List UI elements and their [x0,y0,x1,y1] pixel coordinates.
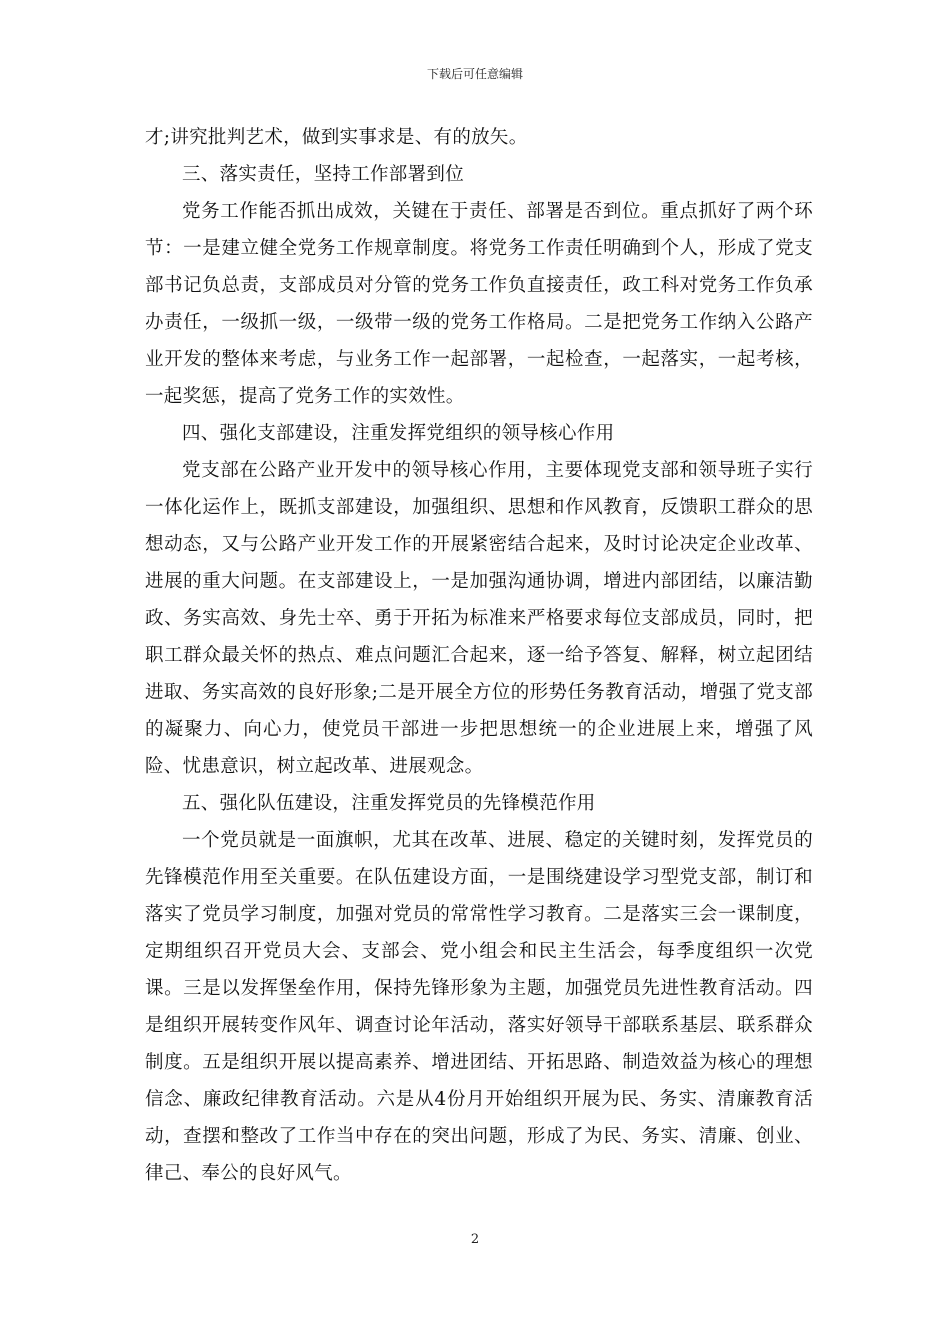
document-body [145,119,813,1192]
paragraph-section-4: 党支部在公路产业开发中的领导核心作用，主要体现党支部和领导班子实行一体化运作上，既抓支部建设，加强组织、思想和作风教育，反馈职工群众的思想动态，又与公路产业开发工作的开展紧密结合起来，及时讨论决定企业改革、进展的重大问题。在支部建设上，一是加强沟通协调，增进内部团结，以廉洁勤政、务实高效、身先士卒、勇于开拓为标准来严格要求每位支部成员，同时，把职工群众最关怀的热点、难点问题汇合起来，逐一给予答复、解释，树立起团结进取、务实高效的良好形象;二是开展全方位的形势任务教育活动，增强了党支部的凝聚力、向心力，使党员干部进一步把思想统一的企业进展上来，增强了风险、忧患意识，树立起改革、进展观念。 [145,460,813,777]
section-heading-5: 五、强化队伍建设，注重发挥党员的先锋模范作用 [182,793,596,814]
paragraph-section-5: 一个党员就是一面旗帜，尤其在改革、进展、稳定的关键时刻，发挥党员的先锋模范作用至关重要。在队伍建设方面，一是围绕建设学习型党支部，制订和落实了党员学习制度，加强对党员的常常性学习教育。二是落实三会一课制度，定期组织召开党员大会、支部会、党小组会和民主生活会，每季度组织一次党课。三是以发挥堡垒作用，保持先锋形象为主题，加强党员先进性教育活动。四是组织开展转变作风年、调查讨论年活动，落实好领导干部联系基层、联系群众制度。五是组织开展以提高素养、增进团结、开拓思路、制造效益为核心的理想信念、廉政纪律教育活动。六是从4份月开始组织开展为民、务实、清廉教育活动，查摆和整改了工作当中存在的突出问题，形成了为民、务实、清廉、创业、律己、奉公的良好风气。 [145,830,813,1184]
page-number: 2 [470,1232,480,1247]
section-heading-4: 四、强化支部建设，注重发挥党组织的领导核心作用 [182,423,615,444]
paragraph-continuation: 才;讲究批判艺术，做到实事求是、有的放矢。 [145,127,528,148]
page-header: 下载后可任意编辑 [426,67,523,81]
section-heading-3: 三、落实责任，坚持工作部署到位 [182,164,465,185]
paragraph-section-3: 党务工作能否抓出成效，关键在于责任、部署是否到位。重点抓好了两个环节：一是建立健全党务工作规章制度。将党务工作责任明确到个人，形成了党支部书记负总责，支部成员对分管的党务工作负直接责任，政工科对党务工作负承办责任，一级抓一级，一级带一级的党务工作格局。二是把党务工作纳入公路产业开发的整体来考虑，与业务工作一起部署，一起检查，一起落实，一起考核，一起奖惩，提高了党务工作的实效性。 [145,201,813,407]
